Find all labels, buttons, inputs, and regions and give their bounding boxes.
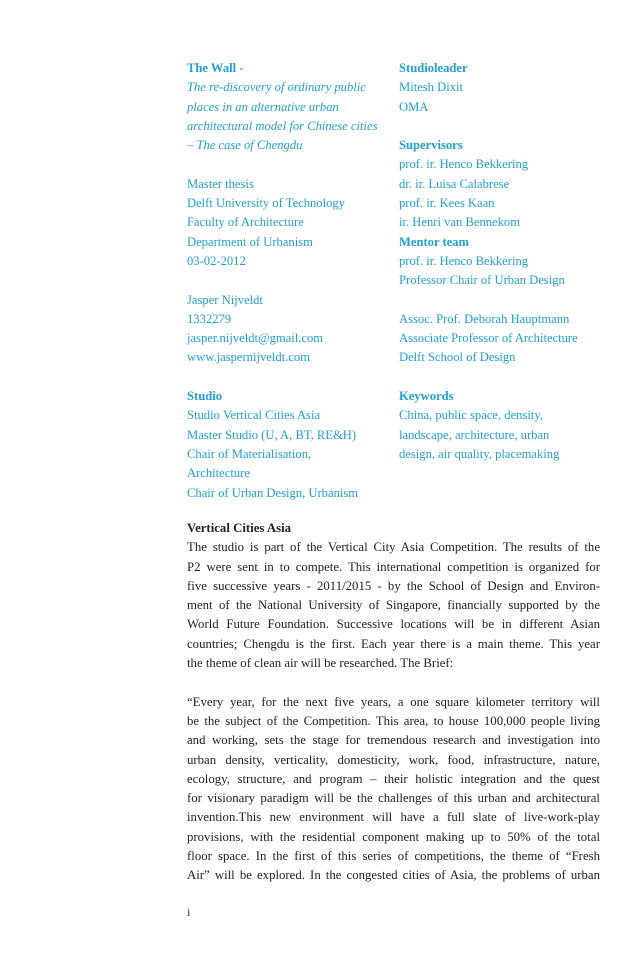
quote-line: for visionary paradigm will be the challenges of this urban and architectural [187, 791, 600, 806]
studioleader-line: Mitesh Dixit [399, 80, 464, 95]
supervisor-line: dr. ir. Luisa Calabrese [399, 176, 510, 191]
quote-line: floor space. In the first of this series of competitions, the theme of “Fresh [187, 849, 600, 864]
body-text [187, 519, 600, 886]
body-line: ment of the National University of Singapore, financially supported by the [187, 598, 600, 613]
quote-line: “Every year, for the next five years, a one square kilometer territory will [187, 694, 600, 709]
thesis-subtitle-line: places in an alternative urban [187, 99, 339, 114]
colophon-right-column [399, 59, 609, 464]
student-number: 1332279 [187, 311, 232, 326]
body-line: World Future Foundation. Successive locations will be in different Asian [187, 617, 600, 632]
keywords-heading: Keywords [399, 389, 454, 404]
body-line: The studio is part of the Vertical City Asia Competition. The results of the [187, 540, 600, 555]
body-line: the theme of clean air will be researched. The Brief: [187, 656, 454, 671]
supervisor-line: ir. Henri van Bennekom [399, 215, 521, 230]
thesis-subtitle-line: – The case of Chengdu [187, 138, 303, 153]
studio-line: Studio Vertical Cities Asia [187, 408, 321, 423]
mentor-line: Professor Chair of Urban Design [399, 273, 565, 288]
quote-line: Air” will be explored. In the congested cities of Asia, the problems of urban [187, 868, 600, 883]
mentor-line [399, 291, 609, 310]
quote-line: ecology, structure, and program – their holistic integration and the quest [187, 771, 600, 786]
body-line: countries; Chengdu is the first. Each year there is a main theme. This year [187, 636, 600, 651]
studio-line: Chair of Materialisation, [187, 446, 312, 461]
studio-heading: Studio [187, 389, 223, 404]
mentor-line: Delft School of Design [399, 350, 516, 365]
supervisor-line: prof. ir. Kees Kaan [399, 196, 495, 211]
quote-line: invention.This new environment will have a full slate of live-work-play [187, 810, 600, 825]
keywords-line: China, public space, density, [399, 408, 543, 423]
page-number: i [187, 905, 191, 919]
author-website: www.jaspernijveldt.com [187, 350, 310, 365]
colophon-left-column [187, 59, 387, 503]
mentor-line: Assoc. Prof. Deborah Hauptmann [399, 311, 570, 326]
thesis-info-line: Delft University of Technology [187, 196, 346, 211]
thesis-info-line: Master thesis [187, 176, 254, 191]
author-email: jasper.nijveldt@gmail.com [187, 331, 324, 346]
body-line: five successive years - 2011/2015 - by the School of Design and Environ- [187, 578, 600, 593]
thesis-info-line: Department of Urbanism [187, 234, 313, 249]
studio-line: Architecture [187, 466, 250, 481]
studioleader-line: OMA [399, 99, 429, 114]
thesis-info-line: Faculty of Architecture [187, 215, 304, 230]
studio-line: Master Studio (U, A, BT, RE&H) [187, 427, 357, 442]
mentor-heading: Mentor team [399, 234, 470, 249]
mentor-line: prof. ir. Henco Bekkering [399, 253, 529, 268]
keywords-line: design, air quality, placemaking [399, 446, 560, 461]
quote-line: be the subject of the Competition. This area, to house 100,000 people living [187, 713, 600, 728]
supervisors-heading: Supervisors [399, 138, 463, 153]
studioleader-heading: Studioleader [399, 61, 468, 75]
quote-line: provisions, with the residential component making up to 50% of the total [187, 829, 600, 844]
studio-line: Chair of Urban Design, Urbanism [187, 485, 359, 500]
body-line: P2 were sent in to compete. This international competition is organized for [187, 559, 600, 574]
mentor-line: Associate Professor of Architecture [399, 331, 578, 346]
section-heading: Vertical Cities Asia [187, 521, 292, 535]
keywords-line: landscape, architecture, urban [399, 427, 550, 442]
supervisor-line: prof. ir. Henco Bekkering [399, 157, 529, 172]
thesis-date: 03-02-2012 [187, 253, 246, 268]
thesis-subtitle-line: architectural model for Chinese cities [187, 118, 378, 133]
author-name: Jasper Nijveldt [187, 292, 263, 307]
quote-line: and working, sets the stage for tremendous research and investigation into [187, 733, 600, 748]
thesis-subtitle-line: The re-discovery of ordinary public [187, 80, 366, 95]
thesis-title: The Wall - [187, 61, 244, 75]
quote-line: urban density, verticality, domesticity, work, food, infrastructure, nature, [187, 752, 600, 767]
